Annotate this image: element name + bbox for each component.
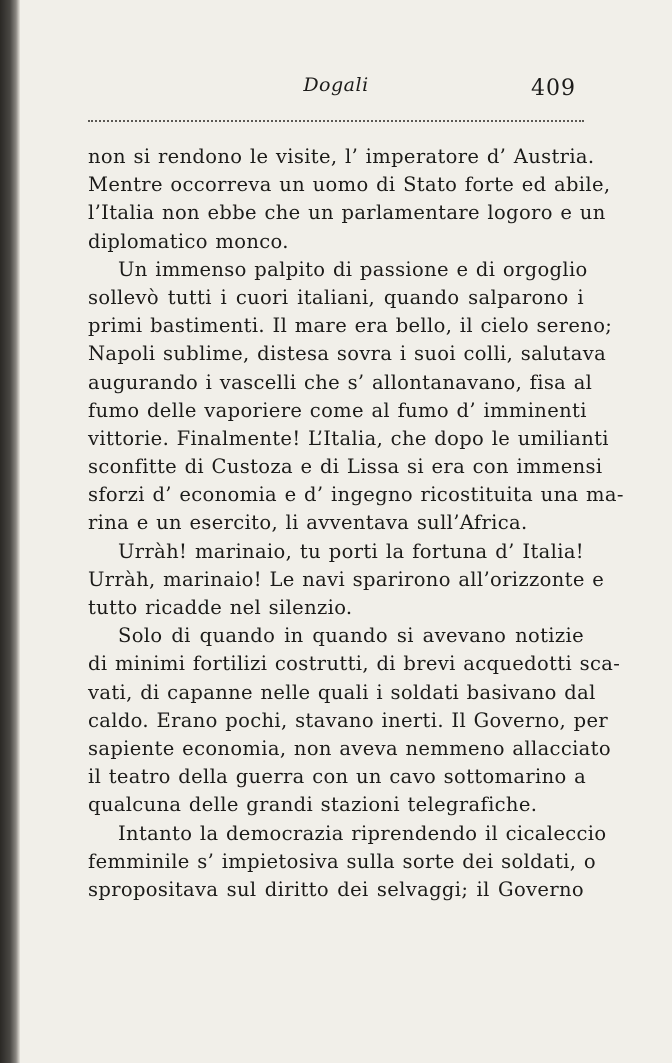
- text-line: qualcuna delle grandi stazioni telegrafiche.: [88, 793, 538, 817]
- text-line: Urràh! marinaio, tu porti la fortuna d’ Italia!: [118, 539, 584, 563]
- text-line: primi bastimenti. Il mare era bello, il cielo sereno;: [88, 314, 613, 338]
- text-line: rina e un esercito, li avventava sull’Africa.: [88, 511, 528, 535]
- text-line: Mentre occorreva un uomo di Stato forte ed abile,: [88, 173, 611, 197]
- text-line: Solo di quando in quando si avevano notizie: [118, 624, 584, 648]
- text-line: di minimi fortilizi costrutti, di brevi acquedotti sca-: [88, 652, 621, 676]
- text-line: Intanto la democrazia riprendendo il cicaleccio: [118, 821, 607, 845]
- text-line: sconfitte di Custoza e di Lissa si era con immensi: [88, 455, 603, 479]
- text-line: vati, di capanne nelle quali i soldati basivano dal: [88, 680, 596, 704]
- body-text: [88, 143, 624, 904]
- text-line: il teatro della guerra con un cavo sottomarino a: [88, 765, 587, 789]
- text-line: l’Italia non ebbe che un parlamentare logoro e un: [88, 201, 606, 225]
- text-line: fumo delle vaporiere come al fumo d’ imminenti: [88, 398, 587, 422]
- text-line: augurando i vascelli che s’ allontanavano, fisa al: [88, 370, 593, 394]
- text-line: femminile s’ impietosiva sulla sorte dei soldati, o: [88, 849, 596, 873]
- text-line: diplomatico monco.: [88, 229, 289, 253]
- running-title: Dogali: [303, 74, 369, 96]
- text-line: caldo. Erano pochi, stavano inerti. Il Governo, per: [88, 708, 609, 732]
- text-line: sollevò tutti i cuori italiani, quando salparono i: [88, 285, 584, 309]
- text-line: Napoli sublime, distesa sovra i suoi colli, salutava: [88, 342, 607, 366]
- text-line: tutto ricadde nel silenzio.: [88, 596, 353, 619]
- text-line: sforzi d’ economia e d’ ingegno ricostituita una ma-: [88, 483, 624, 507]
- text-line: vittorie. Finalmente! L’Italia, che dopo le umilianti: [88, 426, 609, 450]
- page-number: 409: [531, 76, 576, 101]
- text-line: Urràh, marinaio! Le navi sparirono all’orizzonte e: [88, 567, 605, 591]
- text-line: non si rendono le visite, l’ imperatore d’ Austria.: [88, 145, 595, 168]
- text-line: sapiente economia, non aveva nemmeno allacciato: [88, 736, 611, 760]
- text-line: Un immenso palpito di passione e di orgoglio: [118, 257, 588, 281]
- text-line: spropositava sul diritto dei selvaggi; il Governo: [88, 877, 584, 901]
- running-head: [88, 70, 584, 104]
- header-divider: [88, 120, 584, 122]
